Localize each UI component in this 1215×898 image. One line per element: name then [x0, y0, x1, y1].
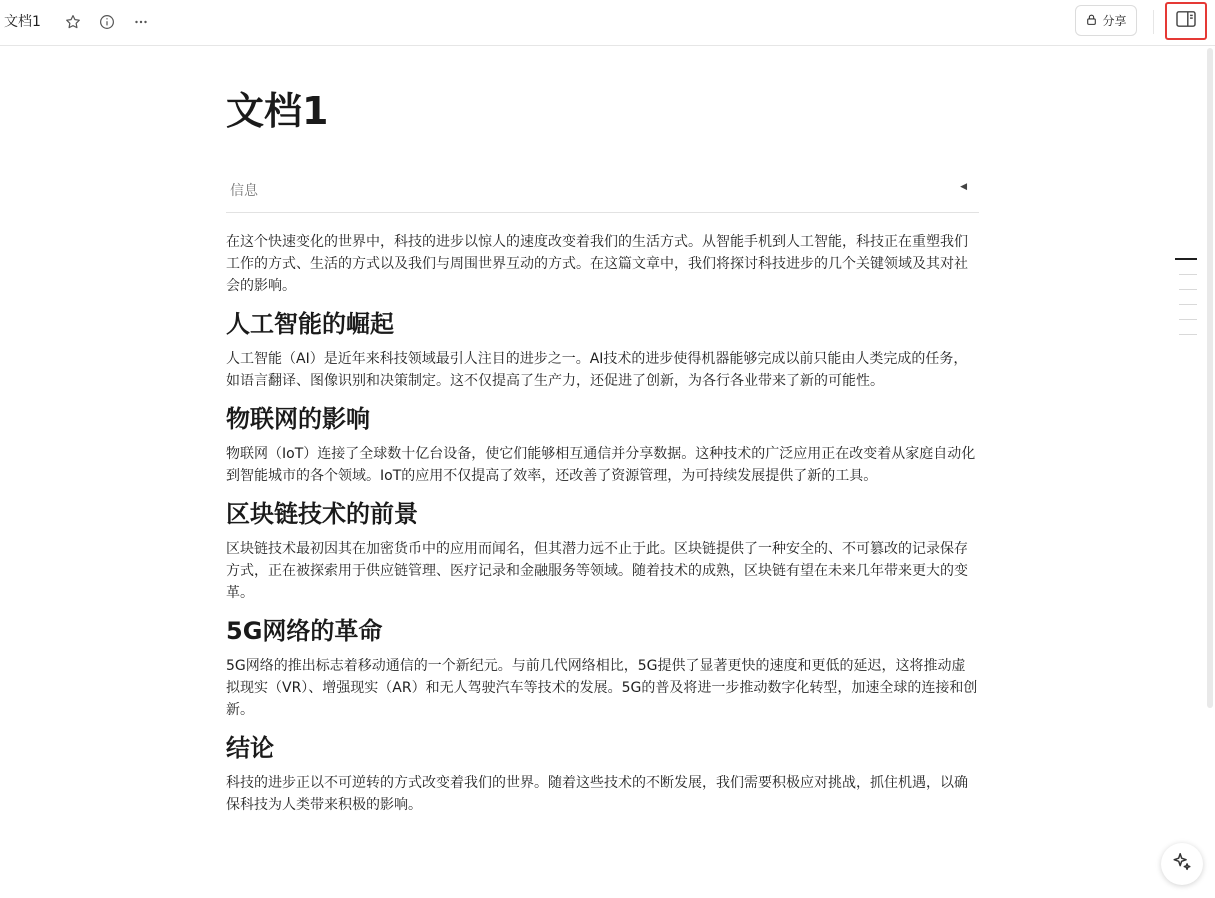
outline-item[interactable] [1179, 289, 1197, 290]
more-icon[interactable] [130, 11, 152, 33]
scrollbar[interactable] [1207, 48, 1213, 708]
section-heading[interactable]: 结论 [226, 734, 274, 762]
outline-item[interactable] [1179, 319, 1197, 320]
section-heading[interactable]: 物联网的影响 [226, 405, 370, 433]
outline-item-title[interactable] [1175, 258, 1197, 260]
star-icon[interactable] [62, 11, 84, 33]
share-button[interactable] [1075, 5, 1137, 36]
section-paragraph[interactable]: 区块链技术最初因其在加密货币中的应用而闻名，但其潜力远不止于此。区块链提供了一种安全的、不可篡改的记录保存方式，正在被探索用于供应链管理、医疗记录和金融服务等领域。随着技术的成熟，区块链有望在未来几年带来更大的变革。 [226, 541, 968, 601]
document-body[interactable] [226, 231, 979, 816]
section-heading[interactable]: 区块链技术的前景 [226, 500, 418, 528]
side-panel-icon [1175, 10, 1197, 32]
share-label: 分享 [1102, 14, 1127, 28]
intro-paragraph[interactable]: 在这个快速变化的世界中，科技的进步以惊人的速度改变着我们的生活方式。从智能手机到人工智能，科技正在重塑我们工作的方式、生活的方式以及我们与周围世界互动的方式。在这篇文章中，我们将探讨科技进步的几个关键领域及其对社会的影响。 [226, 234, 968, 294]
info-label: 信息 [230, 183, 258, 199]
section-heading[interactable]: 人工智能的崛起 [226, 310, 394, 338]
section-paragraph[interactable]: 人工智能（AI）是近年来科技领域最引人注目的进步之一。AI技术的进步使得机器能够完成以前只能由人类完成的任务，如语言翻译、图像识别和决策制定。这不仅提高了生产力，还促进了创新，为各行各业带来了新的可能性。 [226, 351, 968, 389]
outline-item[interactable] [1179, 274, 1197, 275]
section-paragraph[interactable]: 科技的进步正以不可逆转的方式改变着我们的世界。随着这些技术的不断发展，我们需要积极应对挑战，抓住机遇，以确保科技为人类带来积极的影响。 [226, 775, 968, 813]
ai-assistant-button[interactable] [1161, 843, 1203, 885]
outline-item[interactable] [1179, 304, 1197, 305]
section-paragraph[interactable]: 5G网络的推出标志着移动通信的一个新纪元。与前几代网络相比，5G提供了显著更快的速度和更低的延迟，这将推动虚拟现实（VR）、增强现实（AR）和无人驾驶汽车等技术的发展。5G的普及将进一步推动数字化转型，加速全球的连接和创新。 [226, 658, 978, 718]
outline-navigator[interactable] [1175, 258, 1197, 349]
lock-icon [1085, 13, 1098, 29]
side-panel-toggle-button[interactable] [1165, 2, 1207, 40]
top-bar [0, 0, 1215, 46]
info-section-toggle[interactable] [226, 170, 979, 213]
page-title[interactable]: 文档1 [226, 89, 329, 133]
doc-title-breadcrumb[interactable]: 文档1 [4, 14, 41, 30]
section-heading[interactable]: 5G网络的革命 [226, 617, 383, 645]
toolbar-divider [1153, 10, 1154, 34]
info-icon[interactable] [96, 11, 118, 33]
section-paragraph[interactable]: 物联网（IoT）连接了全球数十亿台设备，使它们能够相互通信并分享数据。这种技术的广泛应用正在改变着从家庭自动化到智能城市的各个领域。IoT的应用不仅提高了效率，还改善了资源管理，为可持续发展提供了新的工具。 [226, 446, 976, 484]
outline-item[interactable] [1179, 334, 1197, 335]
sparkle-icon [1171, 851, 1193, 877]
caret-left-icon: ◀ [960, 182, 967, 192]
